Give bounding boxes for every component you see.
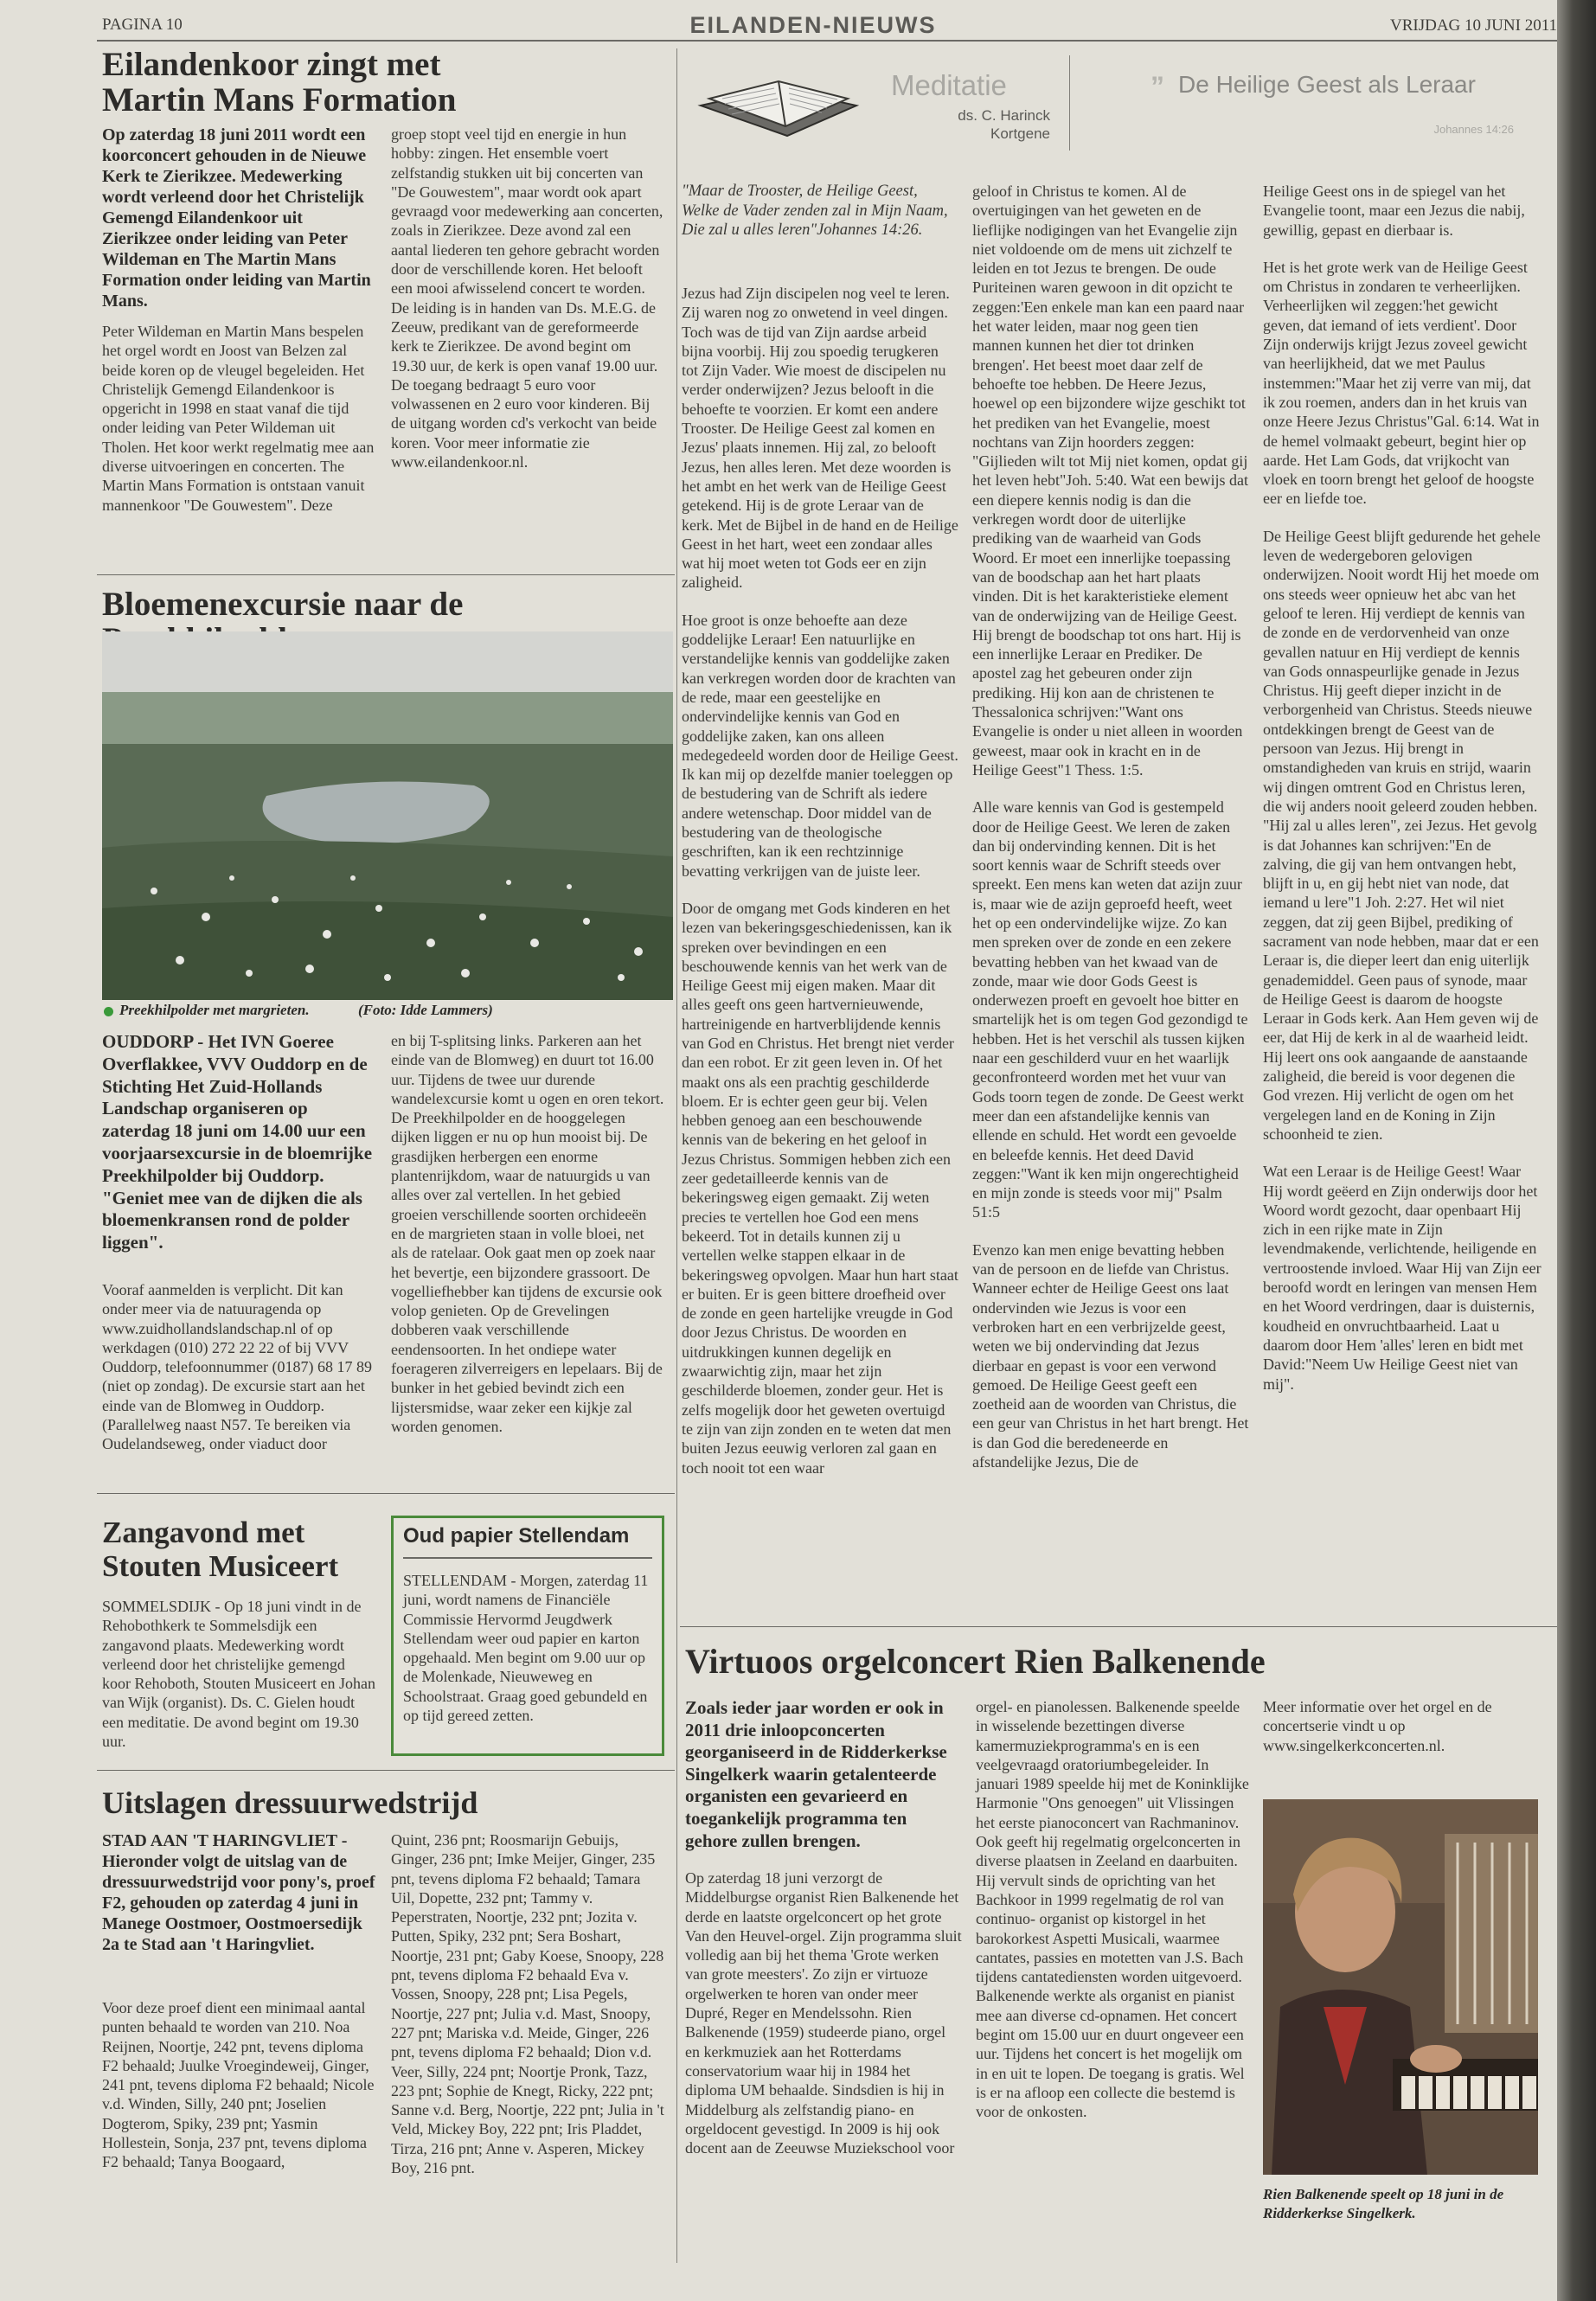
orgel-info: Meer informatie over het orgel en de concertserie vindt u op www.singelkerkconcerten.nl.: [1263, 1698, 1492, 1754]
meditatie-ref: Johannes 14:26: [1433, 123, 1514, 136]
papier-body: STELLENDAM - Morgen, zaterdag 11 juni, wordt namens de Financiële Commissie Hervormd Jeugdwerk Stellendam weer oud papier en karton opgehaald. Men begint om 9.00 uur op de Molenkade, Nieuweweg en Schoolstraat. Graag goed gebundeld en op tijd gereed zetten.: [403, 1572, 649, 1725]
dressuur-col1: Voor deze proef dient een minimaal aantal punten behaald te worden van 210. Noa Reijnen, Noortje, 242 pnt, tevens diploma F2 behaald; Juulke Vroegindeweij, Ginger, 241 pnt, tevens diploma F2 behaald; Nicole v.d. Winden, Silly, 240 pnt; Joselien Dogterom, Spiky, 239 pnt; Yasmin Hollestein, Sonja, 237 pnt, tevens diploma F2 behaald; Tanya Boogaard,: [102, 1999, 375, 2171]
meditatie-para: Het is het grote werk van de Heilige Geest om Christus in zondaren te verheerlijken. Verheerlijken wil zeggen:'het gewicht geven, dat iemand of iets verdient'. Door Zijn onderwijs krijgt Jezus zoveel gewicht van heerlijkheid, dat we met Paulus instemmen:"Maar het zij verre van mij, dat ik zou roemen, anders dan in het kruis van onze Heere Jezus Christus"Gal. 6:14. Wat in de hemel volmaakt gebeurt, begint hier op aarde. Het Lam Gods, dat vrijkocht van vloek en toorn brengt het geloof de hoogste eer en liefde toe.: [1263, 258, 1540, 508]
meditatie-col2: [972, 182, 1249, 1616]
page-edge-shadow: [1557, 0, 1596, 2301]
open-bible-drawing: [692, 54, 865, 157]
meditatie-label: Meditatie: [891, 69, 1007, 101]
organist-photo: [1263, 1799, 1538, 2175]
dressuur-col2: Quint, 236 pnt; Roosmarijn Gebuijs, Ginger, 236 pnt; Imke Meijer, Ginger, 235 pnt, tevens diploma F2 behaald; Tamara Uil, Dopette, 232 pnt; Tammy v. Peperstraten, Noortje, 232 pnt; Jozita v. Putten, Spiky, 232 pnt; Sera Boshart, Noortje, 231 pnt; Gaby Koese, Snoopy, 228 pnt, tevens diploma F2 behaald Eva v. Vossen, Snoopy, 228 pnt; Lisa Pegels, Noortje, 227 pnt; Julia v.d. Mast, Snoopy, 227 pnt; Mariska v.d. Meide, Ginger, 226 pnt, tevens diploma F2 behaald; Dion v.d. Veer, Silly, 224 pnt; Noortje Pronk, Tazz, 223 pnt; Sophie de Knegt, Ricky, 222 pnt; Sanne v.d. Berg, Noortje, 222 pnt; Julia in 't Veld, Mickey Boy, 222 pnt; Iris Pladdet, Tirza, 216 pnt; Anne v. Asperen, Mickey Boy, 216 pnt.: [391, 1831, 664, 2177]
bloemen-col2: en bij T-splitsing links. Parkeren aan het einde van de Blomweg) en duurt tot 16.00 uur. Tijdens de twee uur durende wandelexcursie komt u ogen en oren tekort. De Preekhilpolder en de hooggelegen dijken liggen er nu op hun mooist bij. De grasdijken herbergen een enorme plantenrijkdom, waar de natuurgids u van alles over zal vertellen. In het gebied groeien verschillende soorten orchideeën en de margrieten staan in volle bloei, net als de ratelaar. Ook gaat men op zoek naar het bevertje, een bijzondere grassoort. De vogelliefhebber kan tijdens de excursie ook volop genieten. Op de Grevelingen dobberen vaak verschillende eendensoorten. In het ondiepe water foerageren zilverreigers en lepelaars. Bij de bunker in het gebied bevindt zich een lijstersmidse, waar zeker een kijkje zal worden genomen.: [391, 1032, 664, 1435]
koor-lead: Op zaterdag 18 juni 2011 wordt een koorconcert gehouden in de Nieuwe Kerk te Zierikzee. Medewerking wordt verleend door het Christelijk Gemengd Eilandenkoor uit Zierikzee onder leiding van Peter Wildeman en The Martin Mans Formation onder leiding van Martin Mans.: [102, 125, 371, 311]
page-label: PAGINA 10: [102, 16, 183, 34]
bloemen-col1: Vooraf aanmelden is verplicht. Dit kan onder meer via de natuuragenda op www.zuidhollandslandschap.nl of op werkdagen (010) 272 22 22 of bij VVV Ouddorp, telefoonnummer (0187) 68 17 89 (niet op zondag). De excursie start aan het einde van de Blomweg in Ouddorp. (Parallelweg naast N57. Te bereiken via Oudelandseweg, onder viaduct door: [102, 1281, 372, 1453]
papier-rule: [403, 1557, 652, 1559]
orgel-lead: Zoals ieder jaar worden er ook in 2011 drie inloopconcerten georganiseerd in de Ridderkerkse Singelkerk waarin getalenteerde organisten een gevarieerd en toegankelijk programma ten gehore zullen brengen.: [685, 1697, 947, 1851]
bullet-icon: [104, 1007, 113, 1016]
divider: [97, 574, 675, 575]
meditatie-para: Alle ware kennis van God is gestempeld door de Heilige Geest. We leren de zaken dan bij ondervinding kennen. Dit is het soort kennis waar de Schrift steeds over spreekt. Een mens kan weten dat azijn zuur is, maar wie de azijn geproefd heeft, weet het op een ondervindelijke wijze. Zo kan men spreken over de zonde en een zekere bevatting hebben van het kwaad van de zonde, maar wie door Gods Geest is onderwezen proeft en gevoelt hoe bitter en smartelijk het is om tegen God gezondigd te hebben. Het is het verschil als tussen kijken naar een geschilderd vuur en het waarlijk geconfronteerd worden met het vuur van Gods toorn tegen de zonde. De Geest werkt meer dan een afstandelijke kennis van ellende en schuld. Het wordt een gevoelde en beleefde kennis. Het deed David zeggen:"Want ik ken mijn ongerechtigheid en mijn zonde is steeds voor mij" Psalm 51:5: [972, 798, 1248, 1221]
bloemen-credit: (Foto: Idde Lammers): [358, 1002, 493, 1018]
orgel-col2: orgel- en pianolessen. Balkenende speelde in wisselende bezettingen diverse kamermuziekprogramma's en is een veelgevraagd oratoriumbegeleider. In januari 1989 speelde hij met de Koninklijke Harmonie "Ons genoegen" uit Vlissingen het eerste pianoconcert van Rachmaninov. Ook geeft hij regelmatig orgelconcerten in diverse plaatsen in Zeeland en daarbuiten. Hij vervult sinds de oprichting van het Bachkoor in 1999 regelmatig de rol van continuo- organist op kistorgel in het barokorkest Aspetti Musicali, waarmee cantates, passies en motetten van J.S. Bach tijdens cantatediensten worden uitgevoerd. Balkenende werkte als organist en pianist mee aan diverse cd-opnamen. Het concert begint om 15.00 uur en duurt ongeveer een uur. Tijdens het concert is het mogelijk om in en uit te lopen. De toegang is gratis. Wel is er na afloop een collecte die bestemd is voor de onkosten.: [976, 1698, 1249, 2121]
column-divider: [676, 48, 677, 2263]
meditatie-author: ds. C. Harinck: [958, 107, 1050, 124]
meditatie-para: De Heilige Geest blijft gedurende het gehele leven de wedergeboren gelovigen onderwijzen. Nooit wordt Hij het moede om ons steeds weer opnieuw het abc van het geloof te leren. Hij verdiept de kennis van de zonde en de verdorvenheid van onze gevallen natuur en Hij verdiept de kennis van Gods onnaspeurlijke genade in Jezus Christus. Hij geeft dieper inzicht in de verborgenheid van Christus. Steeds nieuwe ontdekkingen brengt de Geest van de persoon van Jezus. Hij brengt in omstandigheden van kruis en strijd, waarin wij dingen omtrent God en Christus leren, die wij anders nooit geleerd zouden hebben. "Hij zal u alles leren", zei Jezus. Het gevolg is dat Johannes kan schrijven:"En de zalving, die gij van hem ontvangen hebt, blijft in u, en gij hebt niet van node, dat iemand u lere"1 Joh. 2:27. Het wil niet zeggen, dat zij geen Bijbel, prediking of sacrament van node hebben, maar dat er een Leraar is, die dieper leert dan enig uiterlijk genademiddel. Geen paus of synode, maar de Heilige Geest is daarom de hoogste Leraar in Gods kerk. Aan Hem geven wij de eer, dat Hij de kerk in al de waarheid leidt. Hij leert ons ook aangaande de aanstaande zaligheid, die bereid is voor degenen die God vrezen. Hij verlicht de ogen om het vergelegen land en de Koning in Zijn schoonheid te zien.: [1263, 527, 1541, 1143]
organist-photo-image: [1263, 1799, 1538, 2175]
header-rule: [97, 40, 1557, 42]
zang-title: Zangavond met Stouten Musiceert: [102, 1516, 339, 1583]
dressuur-lead: STAD AAN 'T HARINGVLIET - Hieronder volgt de uitslag van de dressuurwedstrijd voor pony's, proef F2, gehouden op zaterdag 4 juni in Manege Oostmoer, Oostmoersedijk 2a te Stad aan 't Haringvliet.: [102, 1831, 375, 1954]
dressuur-title: Uitslagen dressuurwedstrijd: [102, 1785, 478, 1820]
bloemen-caption: Preekhilpolder met margrieten.: [119, 1002, 310, 1018]
meditatie-quote: "Maar de Trooster, de Heilige Geest, Welke de Vader zenden zal in Mijn Naam, Die zal u alles leren"Johannes 14:26.: [682, 183, 948, 239]
meditatie-col1: [682, 284, 958, 1616]
meditatie-para: geloof in Christus te komen. Al de overtuigingen van het geweten en de lieflijke nodigingen van het Evangelie zijn niet voldoende om de mens uit zichzelf te leiden en tot Jezus te brengen. De oude Puriteinen waren gewoon in dit opzicht te zeggen:'Een enkele man kan een paard naar het water leiden, maar nog geen tien mannen kunnen het dier tot drinken brengen'. Het beest moet daar zelf de behoefte toe hebben. De Heere Jezus, hoewel op een bijzondere wijze geschikt tot het prediken van het Evangelie, moest nochtans van Zijn hoorders zeggen: "Gijlieden wilt tot Mij niet komen, opdat gij het leven hebt"Joh. 5:40. Wat een bewijs dat een diepere kennis nodig is dan die verkregen wordt door de uiterlijke prediking van de waarheid van Gods Woord. Er moet een innerlijke toepassing van de boodschap aan het hart plaats vinden. Dit is het karakteristieke element van de onderwijzing van de Heilige Geest. Hij brengt de boodschap tot ons hart. Hij is een innerlijke Leraar en Prediker. De apostel zag het gebeuren onder zijn prediking. Hij kon aan de christenen te Thessalonica schrijven:"Want ons Evangelie is onder u niet alleen in woorden geweest, maar ook in kracht en in de Heilige Geest"1 Thess. 1:5.: [972, 183, 1248, 779]
meditatie-para: Heilige Geest ons in de spiegel van het Evangelie toont, maar een Jezus die nabij, gewillig, gepast en dierbaar is.: [1263, 183, 1525, 239]
masthead: EILANDEN-NIEUWS: [689, 12, 937, 38]
meditatie-para: Evenzo kan men enige bevatting hebben van de persoon en de liefde van Christus. Wanneer echter de Heilige Geest ons laat ondervinden wie Jezus is voor een verbroken hart en een verbrijzelde geest, weten we bij ondervinding dat Jezus dierbaar en gepast is voor een verwond gemoed. De Heilige Geest geeft een zoetheid aan de woorden van Christus, die een geur van Christus in het hart brengt. Het is dan God die beredeneerde en afstandelijke Jezus, Die de: [972, 1240, 1249, 1471]
divider: [97, 1770, 675, 1771]
polder-photo-image: [102, 631, 673, 1000]
polder-photo: [102, 631, 673, 1000]
koor-col2: groep stopt veel tijd en energie in hun hobby: zingen. Het ensemble voert zelfstandig stukken uit bij concerten van "De Gouwestem", maar wordt ook apart gevraagd voor medewerking aan concerten, zoals in Zierikzee. Deze avond zal een aantal liederen ten gehore gebracht worden door de verschillende koren. Het belooft een mooi afwisselend concert te worden. De leiding is in handen van Ds. M.E.G. de Zeeuw, predikant van de gereformeerde kerk te Zierikzee. De avond begint om 19.30 uur, de kerk is open vanaf 19.00 uur. De toegang bedraagt 5 euro voor volwassenen en 2 euro voor kinderen. Bij de uitgang worden cd's verkocht van beide koren. Voor meer informatie zie www.eilandenkoor.nl.: [391, 125, 663, 471]
meditatie-title: De Heilige Geest als Leraar: [1178, 71, 1476, 98]
bloemen-title: Bloemenexcursie naar de: [102, 586, 464, 623]
meditatie-place: Kortgene: [990, 125, 1050, 142]
open-bible-icon: [692, 54, 865, 157]
orgel-col1: Op zaterdag 18 juni verzorgt de Middelburgse organist Rien Balkenende het derde en laatste orgelconcert op het grote Van den Heuvel-orgel. Zijn programma sluit volledig aan bij het thema 'Grote werken van grote meesters'. Zo zijn er virtuoze orgelwerken te horen van onder meer Dupré, Reger en Mendelssohn. Rien Balkenende (1959) studeerde piano, orgel en kerkmuziek aan het Rotterdams conservatorium waar hij in 1984 het diploma UM behaalde. Sindsdien is hij in Middelburg als zelfstandig piano- en orgeldocent gevestigd. In 2009 is hij ook docent aan de Zeeuwse Muziekschool voor: [685, 1869, 962, 2157]
meditatie-para: Hoe groot is onze behoefte aan deze goddelijke Leraar! Een natuurlijke en verstandelijke kennis van goddelijke zaken kan verkregen worden door de krachten van de rede, maar een geestelijke en ondervindelijke kennis van God en goddelijke zaken, kan ons alleen medegedeeld worden door de Heilige Geest. Ik kan mij op dezelfde manier toeleggen op de bestudering van de Schrift als iedere andere wetenschap. Door middel van de bestudering van de theologische geschriften, kan ik een rechtzinnige bevatting verkrijgen van de juiste leer.: [682, 611, 958, 880]
orgel-title: Virtuoos orgelconcert Rien Balkenende: [685, 1642, 1266, 1681]
quote-mark-icon: ”: [1151, 71, 1164, 102]
papier-title: Oud papier Stellendam: [403, 1524, 630, 1548]
koor-title: Eilandenkoor zingt met Martin Mans Formation: [102, 46, 457, 119]
meditatie-para: Door de omgang met Gods kinderen en het lezen van bekeringsgeschiedenissen, kan ik spreken over bevindingen en een beschouwende kennis van het werk van de Heilige Geest mij eigen maken. Maar dit alles geeft ons geen hartvernieuwende, hartreinigende en hartverblijdende kennis van God en Christus. Het brengt niet verder dan een robot. Er zit geen leven in. Of het maakt ons als een prachtig geschilderde bloem. Er is echter geen geur bij. Velen hebben genoeg aan een beschouwende kennis van de bekering en het geloof in Jezus Christus. Sommigen hebben zich een zeer gedetailleerde kennis van de bekeringsweg eigen gemaakt. Zij weten precies te vertellen hoe God een mens bekeerd. Tot in details kunnen zij u vertellen welke stappen elkaar in de bekeringsweg opvolgen. Maar hun hart staat er buiten. Er is geen bittere droefheid over de zonde en geen hartelijke vreugde in God door Jezus Christus. De woorden en uitdrukkingen kunnen degelijk en zwaarwichtig zijn, maar het zijn geschilderde bloemen, zonder geur. Het is zelfs mogelijk door het geweten overtuigd te zijn van zijn zonden en te weten dat men buiten Jezus eeuwig verloren zal gaan en toch nooit tot een waar: [682, 899, 958, 1477]
meditatie-para: Wat een Leraar is de Heilige Geest! Waar Hij wordt geëerd en Zijn onderwijs door het Woord wordt gezocht, daar openbaart Hij zich in een rijke mate in Zijn levendmakende, verlichtende, heiligende en vertroostende invloed. Waar Hij van Zijn eer beroofd wordt en leringen van mensen Hem en het Woord verdringen, daar is duisternis, koudheid en onvruchtbaarheid. Laat u daarom door Hem 'alles' leren en bidt met David:"Neem Uw Heilige Geest niet van mij".: [1263, 1163, 1542, 1393]
meditatie-rule: [1069, 55, 1070, 151]
koor-col1: Peter Wildeman en Martin Mans bespelen het orgel wordt en Joost van Belzen zal beide koren op de vleugel begeleiden. Het Christelijk Gemengd Eilandenkoor is opgericht in 1998 en staat vanaf die tijd onder leiding van Peter Wildeman uit Tholen. Het koor werkt regelmatig mee aan diverse uitvoeringen en concerten. The Martin Mans Formation is ontstaan vanuit mannenkoor "De Gouwestem". Deze: [102, 323, 375, 514]
zang-body: SOMMELSDIJK - Op 18 juni vindt in de Rehobothkerk te Sommelsdijk een zangavond plaats. Medewerking wordt verleend door het christelijke gemengd koor Rehoboth, Stouten Musiceert en Johan van Wijk (organist). Ds. C. Gielen houdt een meditatie. De avond begint om 19.30 uur.: [102, 1598, 375, 1751]
meditatie-para: Jezus had Zijn discipelen nog veel te leren. Zij waren nog zo onwetend in veel dingen. Toch was de tijd van Zijn aardse arbeid bijna voorbij. Hij zou spoedig terugkeren tot Zijn Vader. Wie moest de discipelen nu verder onderwijzen? Jezus belooft in die behoefte te voorzien. Er komt een andere Trooster. De Heilige Geest zal komen en Jezus' plaats innemen. Hij zal, zo belooft Jezus, hen alles leren. Met deze woorden is het ambt en het werk van de Heilige Geest getekend. Hij is de grote Leraar van de kerk. Met de Bijbel in de hand en de Heilige Geest in het hart, weet een zondaar alles wat hij moet weten tot Gods eer en zijn zaligheid.: [682, 285, 958, 592]
bloemen-lead: OUDDORP - Het IVN Goeree Overflakkee, VVV Ouddorp en de Stichting Het Zuid-Hollands Landschap organiseren op zaterdag 18 juni om 14.00 uur een voorjaarsexcursie in de bloemrijke Preekhilpolder bij Ouddorp. "Geniet mee van de dijken die als bloemenkransen rond de polder liggen".: [102, 1031, 373, 1253]
issue-date: VRIJDAG 10 JUNI 2011: [1390, 16, 1557, 35]
divider: [680, 1626, 1557, 1627]
divider: [97, 1493, 675, 1494]
orgel-caption: Rien Balkenende speelt op 18 juni in de Ridderkerkse Singelkerk.: [1263, 2186, 1504, 2221]
meditatie-col3: [1263, 182, 1542, 1616]
